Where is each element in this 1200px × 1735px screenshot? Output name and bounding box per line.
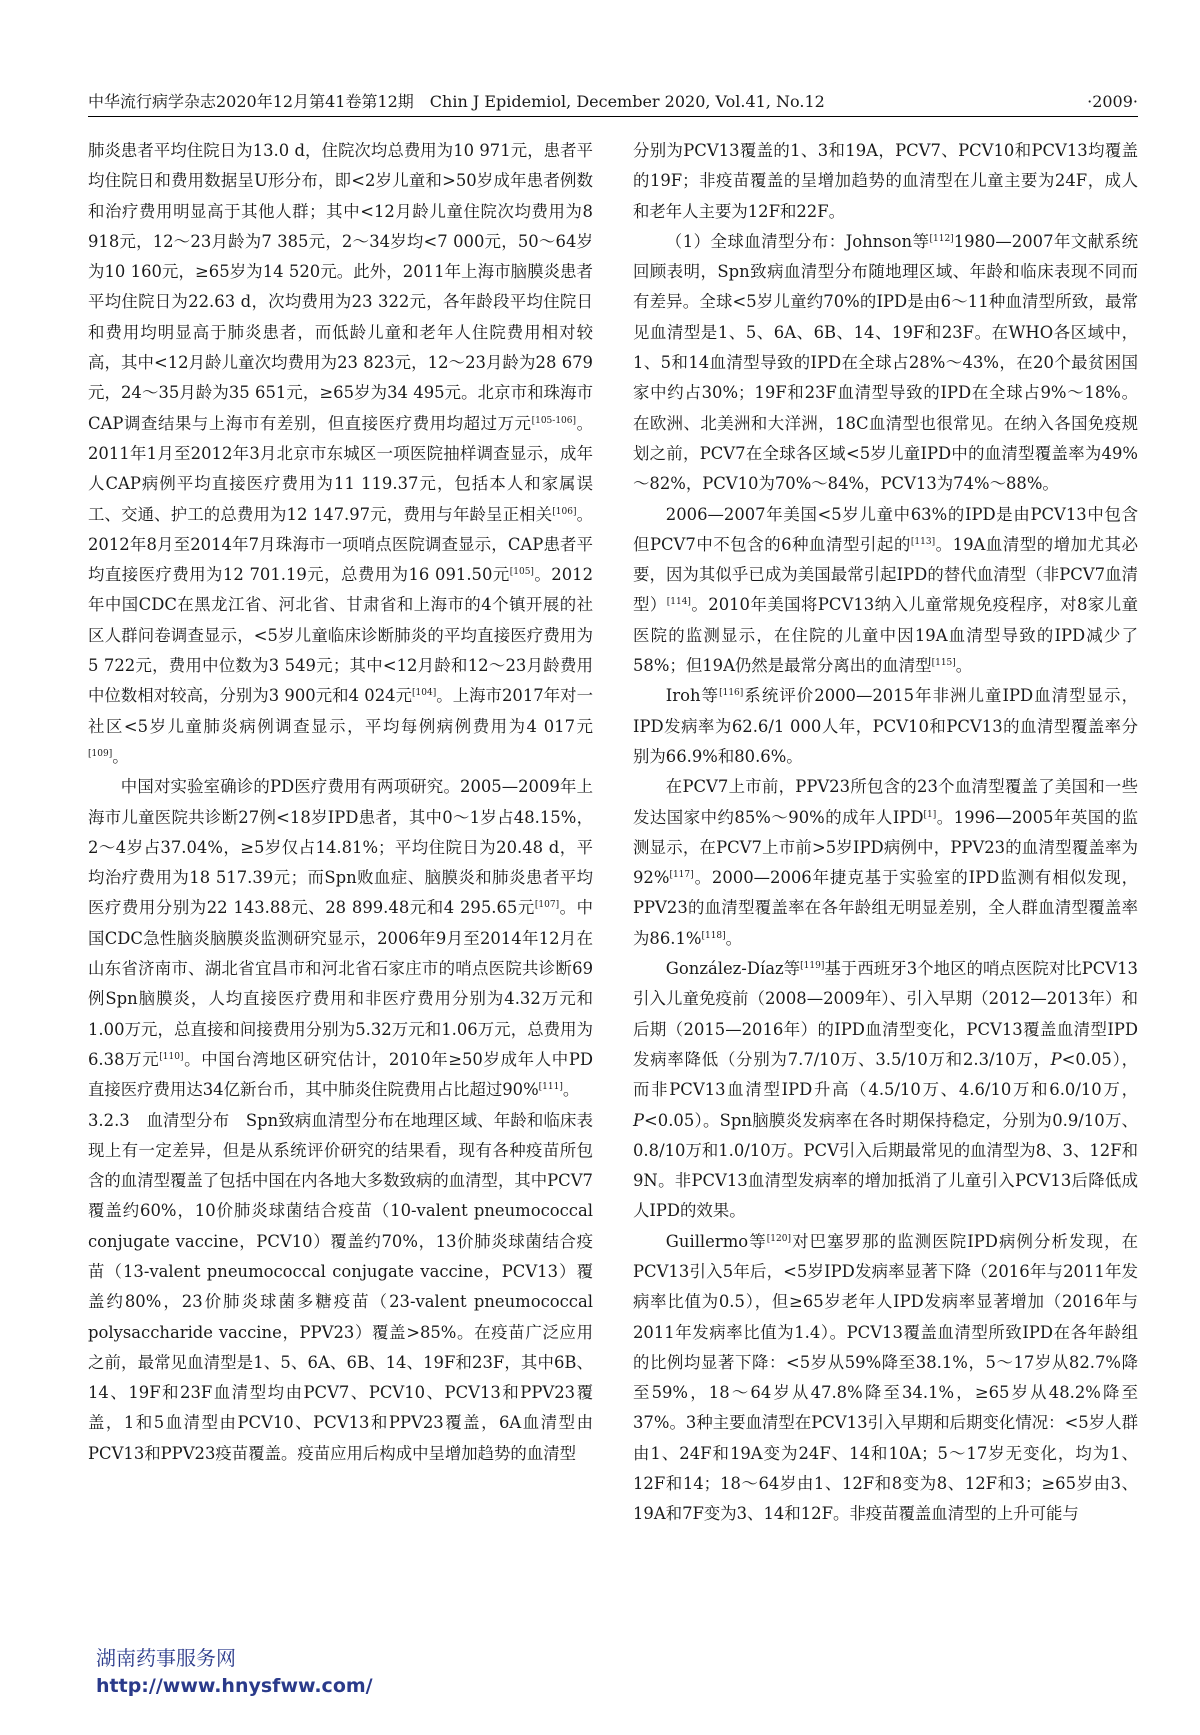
paragraph: 肺炎患者平均住院日为13.0 d，住院次均总费用为10 971元，患者平均住院日和费用数据呈U形分布，即<2岁儿童和>50岁成年患者例数和治疗费用明显高于其他人群；其中<12月龄儿童住院次均费用为8 918元，12～23月龄为7 385元，2～34岁均<7 000元，50～64岁为10 160元，≥65岁为14 520元。此外，2011年上海市脑膜炎患者平均住院日为22.63 d，次均费用为23 322元，各年龄段平均住院日和费用均明显高于肺炎患者，而低龄儿童和老年人住院费用相对较高，其中<12月龄儿童次均费用为23 823元，12～23月龄为28 679元，24～35月龄为35 651元，≥65岁为34 495元。北京市和珠海市CAP调查结果与上海市有差别，但直接医疗费用均超过万元[105-106]。2011年1月至2012年3月北京市东城区一项医院抽样调查显示，成年人CAP病例平均直接医疗费用为11 119.37元，包括本人和家属误工、交通、护工的总费用为12 147.97元，费用与年龄呈正相关[106]。2012年8月至2014年7月珠海市一项哨点医院调查显示，CAP患者平均直接医疗费用为12 701.19元，总费用为16 091.50元[105]。2012年中国CDC在黑龙江省、河北省、甘肃省和上海市的4个镇开展的社区人群问卷调查显示，<5岁儿童临床诊断肺炎的平均直接医疗费用为5 722元，费用中位数为3 549元；其中<12月龄和12～23月龄费用中位数相对较高，分别为3 900元和4 024元[104]。上海市2017年对一社区<5岁儿童肺炎病例调查显示，平均每例病例费用为4 017元[109]。 bbox=[88, 141, 593, 766]
paragraph: 分别为PCV13覆盖的1、3和19A，PCV7、PCV10和PCV13均覆盖的19F；非疫苗覆盖的呈增加趋势的血清型在儿童主要为24F，成人和老年人主要为12F和22F。 bbox=[633, 141, 1138, 221]
paragraph: 中国对实验室确诊的PD医疗费用有两项研究。2005—2009年上海市儿童医院共诊断27例<18岁IPD患者，其中0～1岁占48.15%，2～4岁占37.04%，≥5岁仅占14.81%；平均住院日为20.48 d，平均治疗费用为18 517.39元；而Spn败血症、脑膜炎和肺炎患者平均医疗费用分别为22 143.88元、28 899.48元和4 295.65元[107]。中国CDC急性脑炎脑膜炎监测研究显示，2006年9月至2014年12月在山东省济南市、湖北省宜昌市和河北省石家庄市的哨点医院共诊断69例Spn脑膜炎，人均直接医疗费用和非医疗费用分别为4.32万元和1.00万元，总直接和间接费用分别为5.32万元和1.06万元，总费用为6.38万元[110]。中国台湾地区研究估计，2010年≥50岁成年人中PD直接医疗费用达34亿新台币，其中肺炎住院费用占比超过90%[111]。 bbox=[88, 777, 594, 1100]
running-header bbox=[88, 88, 1138, 117]
paragraph: González-Díaz等[119]基于西班牙3个地区的哨点医院对比PCV13引入儿童免疫前（2008—2009年）、引入早期（2012—2013年）和后期（2015—2016年）的IPD血清型变化，PCV13覆盖血清型IPD发病率降低（分别为7.7/10万、3.5/10万和2.3/10万，P<0.05），而非PCV13血清型IPD升高（4.5/10万、4.6/10万和6.0/10万，P<0.05）。Spn脑膜炎发病率在各时期保持稳定，分别为0.9/10万、0.8/10万和1.0/10万。PCV引入后期最常见的血清型为8、3、12F和9N。非PCV13血清型发病率的增加抵消了儿童引入PCV13后降低成人IPD的效果。 bbox=[633, 959, 1138, 1221]
paragraph: 在PCV7上市前，PPV23所包含的23个血清型覆盖了美国和一些发达国家中约85%～90%的成年人IPD[1]。1996—2005年英国的监测显示，在PCV7上市前>5岁IPD病例中，PPV23的血清型覆盖率为92%[117]。2000—2006年捷克基于实验室的IPD监测有相似发现，PPV23的血清型覆盖率在各年龄组无明显差别，全人群血清型覆盖率为86.1%[118]。 bbox=[633, 777, 1138, 948]
paragraph: （1）全球血清型分布：Johnson等[112]1980—2007年文献系统回顾表明，Spn致病血清型分布随地理区域、年龄和临床表现不同而有差异。全球<5岁儿童约70%的IPD是由6～11种血清型所致，最常见血清型是1、5、6A、6B、14、19F和23F。在WHO各区域中，1、5和14血清型导致的IPD在全球占28%～43%，在20个最贫困国家中约占30%；19F和23F血清型导致的IPD在全球占9%～18%。在欧洲、北美洲和大洋洲，18C血清型也很常见。在纳入各国免疫规划之前，PCV7在全球各区域<5岁儿童IPD中的血清型覆盖率为49%～82%，PCV10为70%～84%，PCV13为74%～88%。 bbox=[633, 231, 1138, 494]
paragraph: Iroh等[116]系统评价2000—2015年非洲儿童IPD血清型显示，IPD发病率为62.6/1 000人年，PCV10和PCV13的血清型覆盖率分别为66.9%和80.6%。 bbox=[633, 686, 1139, 766]
paragraph: 2006—2007年美国<5岁儿童中63%的IPD是由PCV13中包含但PCV7中不包含的6种血清型引起的[113]。19A血清型的增加尤其必要，因为其似乎已成为美国最常引起IPD的替代血清型（非PCV7血清型）[114]。2010年美国将PCV13纳入儿童常规免疫程序，对8家儿童医院的监测显示，在住院的儿童中因19A血清型导致的IPD减少了58%；但19A仍然是最常分离出的血清型[115]。 bbox=[633, 504, 1139, 676]
paragraph: 3.2.3 血清型分布 Spn致病血清型分布在地理区域、年龄和临床表现上有一定差异，但是从系统评价研究的结果看，现有各种疫苗所包含的血清型覆盖了包括中国在内各地大多数致病的血清型，其中PCV7覆盖约60%，10价肺炎球菌结合疫苗（10-valent pneumococcal conjugate vaccine，PCV10）覆盖约70%，13价肺炎球菌结合疫苗（13-valent pneumococcal conjugate vaccine，PCV13）覆盖约80%，23价肺炎球菌多糖疫苗（23-valent pneumococcal polysaccharide vaccine，PPV23）覆盖>85%。在疫苗广泛应用之前，最常见血清型是1、5、6A、6B、14、19F和23F，其中6B、14、19F和23F血清型均由PCV7、PCV10、PCV13和PPV23覆盖，1和5血清型由PCV10、PCV13和PPV23覆盖，6A血清型由PCV13和PPV23疫苗覆盖。疫苗应用后构成中呈增加趋势的血清型 bbox=[88, 1110, 593, 1463]
paragraph: Guillermo等[120]对巴塞罗那的监测医院IPD病例分析发现，在PCV13引入5年后，<5岁IPD发病率显著下降（2016年与2011年发病率比值为0.5），但≥65岁老年人IPD发病率显著增加（2016年与2011年发病率比值为1.4）。PCV13覆盖血清型所致IPD在各年龄组的比例均显著下降：<5岁从59%降至38.1%，5～17岁从82.7%降至59%，18～64岁从47.8%降至34.1%，≥65岁从48.2%降至37%。3种主要血清型在PCV13引入早期和后期变化情况：<5岁人群由1、24F和19A变为24F、14和10A；5～17岁无变化，均为1、12F和14；18～64岁由1、12F和8变为8、12F和3；≥65岁由3、19A和7F变为3、14和12F。非疫苗覆盖血清型的上升可能与 bbox=[633, 1231, 1139, 1524]
page-number: ·2009· bbox=[1087, 92, 1138, 111]
journal-citation: 中华流行病学杂志2020年12月第41卷第12期 Chin J Epidemiol, December 2020, Vol.41, No.12 bbox=[88, 92, 825, 111]
watermark-site-name: 湖南药事服务网 bbox=[96, 1646, 236, 1670]
watermark-url[interactable]: http://www.hnysfww.com/ bbox=[96, 1675, 373, 1697]
left-column bbox=[88, 136, 593, 1469]
right-column bbox=[633, 136, 1138, 1530]
